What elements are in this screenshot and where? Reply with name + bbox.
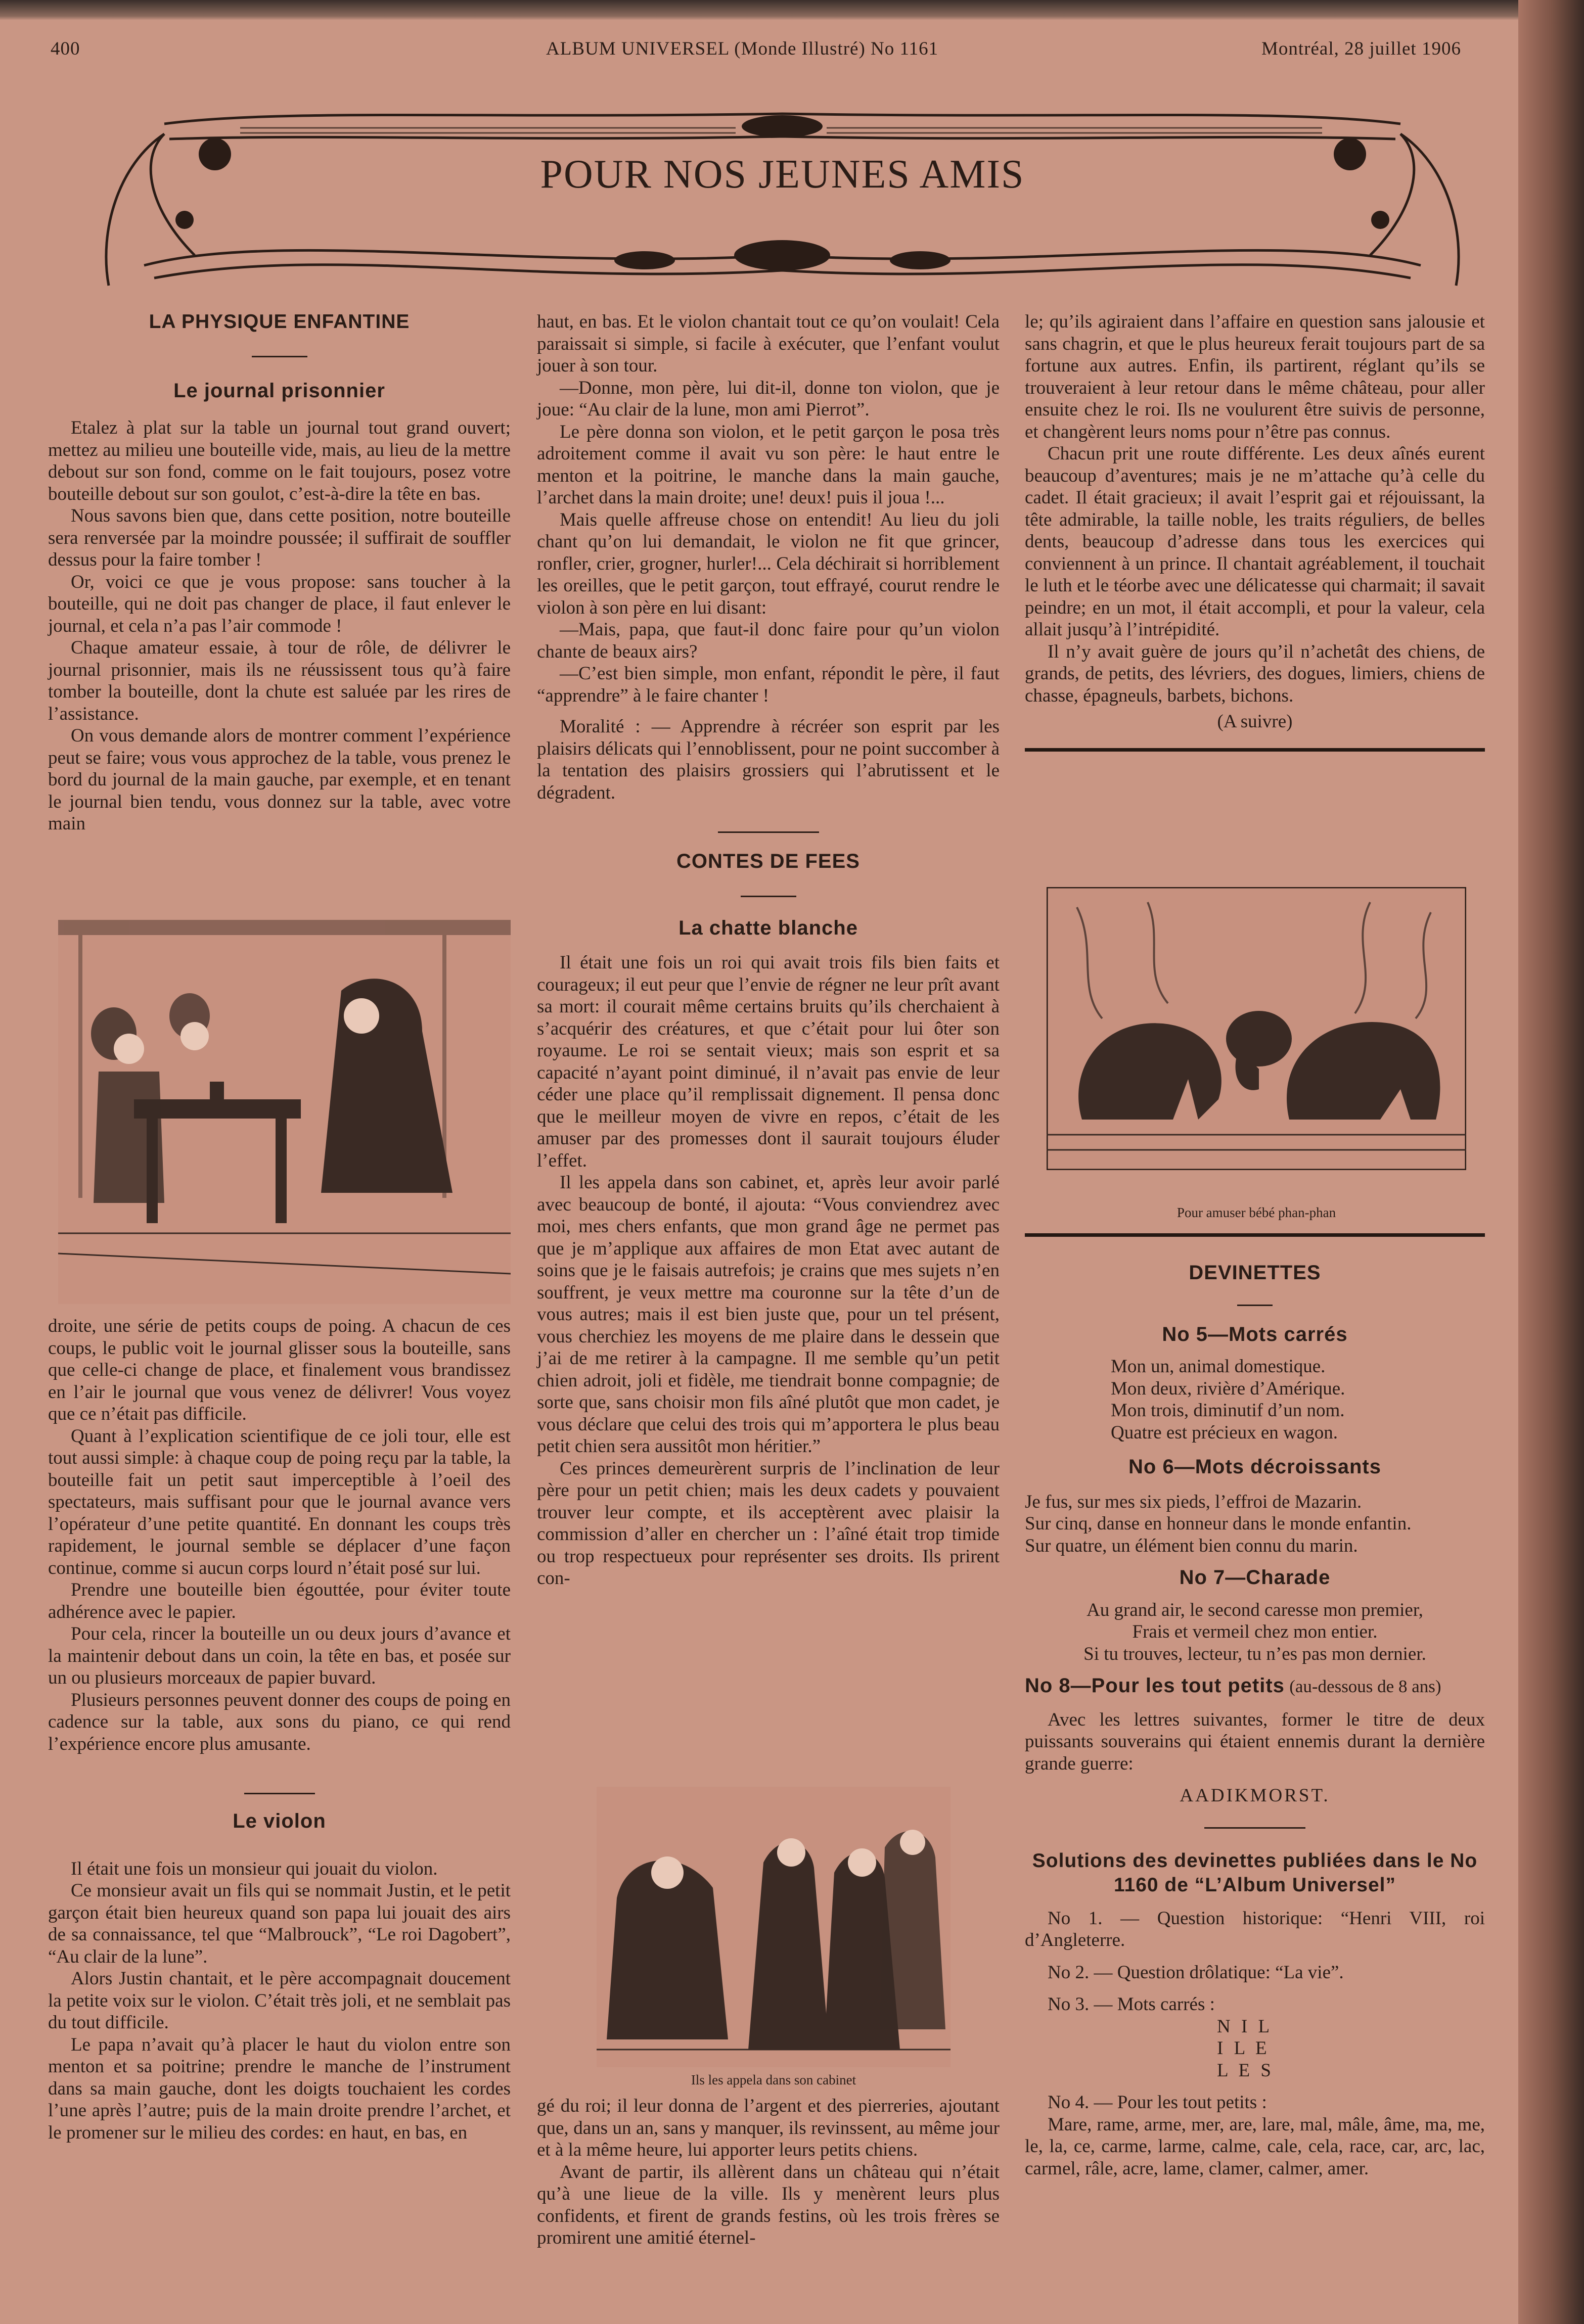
column-1 (48, 311, 511, 835)
short-rule (1204, 1827, 1305, 1829)
riddle-8-letters: AADIKMORST. (1180, 1785, 1330, 1806)
paragraph: Chaque amateur essaie, à tour de rôle, de délivrer le journal prisonnier, mais ils ne réussissent tous qu’à faire tomber la bouteille, dont la chute est saluée par les rires de l’assistance. (48, 637, 511, 724)
engraving-king-and-princes (597, 1787, 951, 2067)
article-title-journal: Le journal prisonnier (173, 379, 385, 402)
riddle-line: Si tu trouves, lecteur, tu n’es pas mon dernier. (1083, 1643, 1426, 1664)
riddle-8-text: Avec les lettres suivantes, former le titre de deux puissants souverains qui étaient ennemis durant la dernière grande guerre: (1025, 1709, 1485, 1774)
article-title-violon: Le violon (233, 1810, 326, 1832)
riddle-line: Quatre est précieux en wagon. (1111, 1422, 1338, 1443)
paragraph: Il était une fois un monsieur qui jouait du violon. (71, 1858, 438, 1879)
issue-date: Montréal, 28 juillet 1906 (1261, 38, 1461, 59)
figure-caption-elephants: Pour amuser bébé phan-phan (1176, 1205, 1336, 1220)
paragraph: Ce monsieur avait un fils qui se nommait Justin, et le petit garçon était bien heureux quand son papa lui jouait des airs de sa connaissance, tel que “Malbrouck”, “Le roi Dagobert”, “Au clair de la lune”. (48, 1880, 511, 1967)
paragraph: —Donne, mon père, lui dit-il, donne ton violon, que je joue: “Au clair de la lune, mon ami Pierrot”. (537, 377, 1000, 420)
riddle-line: Mon un, animal domestique. (1111, 1356, 1326, 1377)
solution-word: I L E (1217, 2038, 1270, 2059)
paragraph: Mais quelle affreuse chose on entendit! Au lieu du joli chant qu’on lui demandait, le violon ne fit que grincer, ronfler, crier, grogner, hurler!... Cela déchirait si horriblement les oreilles, que le petit garçon, tout effrayé, courut rendre le violon à son père en lui disant: (537, 509, 1000, 618)
page-right-edge (1518, 0, 1584, 2324)
column-3 (1025, 311, 1485, 752)
paragraph: gé du roi; il leur donna de l’argent et des pierreries, ajoutant que, dans un an, sans y manquer, ils revinssent, au même jour et à la même heure, lui apporter leurs petits chiens. (537, 2096, 1000, 2160)
short-rule (252, 356, 307, 357)
solution-word: L E S (1217, 2060, 1274, 2081)
paragraph: Avant de partir, ils allèrent dans un château qui n’était qu’à une lieue de la ville. Ils y menèrent leurs plus confidents, et firent de grands festins, où les trois frères se promirent une amitié éternel- (537, 2161, 1000, 2248)
short-rule (1237, 1305, 1273, 1306)
riddles-title: DEVINETTES (1189, 1262, 1321, 1284)
paragraph: haut, en bas. Et le violon chantait tout ce qu’on voulait! Cela paraissait si simple, si facile à exécuter, que l’enfant voulut jouer à son tour. (537, 311, 1000, 376)
short-rule (741, 896, 796, 897)
paragraph: Il était une fois un roi qui avait trois fils bien faits et courageux; il eut peur que l’envie de régner ne leur prît avant sa mort: il courait même certains bruits qu’ils cherchaient à s’acquérir des créatures, et que c’était pour lui ôter son royaume. Le roi se sentait vieux; mais son esprit et sa capacité n’ayant point diminué, il n’avait pas envie de leur céder une place qu’il remplissait dignement. Il pensa donc que le meilleur moyen de vivre en repos, c’était de les amuser par des promesses dont il saurait toujours éluder l’effet. (537, 952, 1000, 1171)
paragraph: Or, voici ce que je vous propose: sans toucher à la bouteille, qui ne doit pas changer de place, il faut enlever le journal, et cela n’a pas l’air commode ! (48, 571, 511, 636)
riddle-7-lines (1025, 1599, 1485, 1665)
paragraph: Prendre une bouteille bien égouttée, pour éviter toute adhérence avec le papier. (48, 1579, 511, 1622)
riddle-7-title: No 7—Charade (1179, 1566, 1331, 1589)
riddle-5-lines (1025, 1356, 1485, 1444)
riddle-line: Sur cinq, danse en honneur dans le monde enfantin. (1025, 1513, 1412, 1534)
paragraph-moral: Moralité : — Apprendre à récréer son esprit par les plaisirs délicats qui l’ennoblissent, pour ne point succomber à la tentation des plaisirs grossiers qui l’abrutissent et le dégradent. (537, 716, 1000, 803)
paragraph: Nous savons bien que, dans cette position, notre bouteille sera renversée par la moindre poussée; il suffirait de souffler dessus pour la faire tomber ! (48, 505, 511, 570)
engraving-elephants (1047, 887, 1466, 1170)
solutions-title: Solutions des devinettes publiées dans le No 1160 de “L’Album Universel” (1032, 1849, 1478, 1896)
paragraph: Le père donna son violon, et le petit garçon le posa très adroitement comme il avait vu son père: le haut entre le menton et la poitrine, le manche dans la main gauche, l’archet dans la main droite; une! deux! puis il joua !... (537, 421, 1000, 508)
solution-1: No 1. — Question historique: “Henri VIII, roi d’Angleterre. (1025, 1908, 1485, 1950)
riddle-6-lines (1025, 1491, 1485, 1557)
paragraph: —Mais, papa, que faut-il donc faire pour qu’un violon chante de beaux airs? (537, 619, 1000, 662)
solution-2: No 2. — Question drôlatique: “La vie”. (1048, 1962, 1344, 1983)
banner-ornament (78, 104, 1486, 293)
riddle-line: Mon trois, diminutif d’un nom. (1111, 1400, 1345, 1421)
page-number: 400 (51, 38, 80, 59)
paragraph: Pour cela, rincer la bouteille un ou deux jours d’avance et la maintenir debout dans un coin, la tête en bas, et posée sur un ou plusieurs morceaux de papier buvard. (48, 1623, 511, 1688)
riddle-6-title: No 6—Mots décroissants (1128, 1456, 1381, 1478)
solution-3-words (1025, 2016, 1485, 2082)
column-2 (537, 311, 1000, 1590)
engraving-children-table (58, 920, 511, 1304)
paragraph: droite, une série de petits coups de poing. A chacun de ces coups, le public voit le journal glisser sous la bouteille, sans que celle-ci change de place, et finalement vous brandissez en l’air le journal que vous venez de délivrer! Vous voyez que ce n’était pas difficile. (48, 1316, 511, 1424)
paragraph: On vous demande alors de montrer comment l’expérience peut se faire; vous vous approchez de la table, vous prenez le bord du journal de la main gauche, par exemple, et en tenant le journal bien tendu, vous donnez sur la table, avec votre main (48, 725, 511, 834)
publication-title: ALBUM UNIVERSEL (Monde Illustré) No 1161 (546, 38, 939, 59)
riddle-8-note: (au-dessous de 8 ans) (1289, 1677, 1441, 1696)
riddle-5-title: No 5—Mots carrés (1162, 1323, 1348, 1345)
section-rule (1025, 1233, 1485, 1237)
figure-caption-king: Ils les appela dans son cabinet (691, 2072, 856, 2087)
page-top-edge (0, 0, 1584, 20)
column-2-continued (537, 2095, 1000, 2249)
paragraph: Etalez à plat sur la table un journal tout grand ouvert; mettez au milieu une bouteille vide, mais, au lieu de la mettre debout sur son fond, comme on le fait toujours, posez votre bouteille debout sur son goulot, c’est-à-dire la tête en bas. (48, 417, 511, 504)
paragraph: Quant à l’explication scientifique de ce joli tour, elle est tout aussi simple: à chaque coup de poing reçu par la table, la bouteille fait un petit saut imperceptible à l’oeil des spectateurs, mais suffisant pour que le journal avance vers l’opérateur d’une petite quantité. En donnant les coups très rapidement, le journal semble se déplacer d’une façon continue, comme si aucun corps lourd n’était posé sur lui. (48, 1425, 511, 1578)
riddle-line: Frais et vermeil chez mon entier. (1132, 1621, 1378, 1642)
short-rule (718, 831, 819, 833)
section-title-contes: CONTES DE FEES (676, 850, 860, 872)
solution-4: No 4. — Pour les tout petits : (1048, 2092, 1267, 2113)
riddle-line: Sur quatre, un élément bien connu du marin. (1025, 1535, 1358, 1556)
section-rule (1025, 748, 1485, 752)
solution-4-words: Mare, rame, arme, mer, are, lare, mal, mâle, âme, ma, me, le, la, ce, carme, larme, calme, cale, cela, race, car, arc, lac, carmel, râle, acre, lame, clamer, calmer, amer. (1025, 2114, 1485, 2179)
paragraph: Ces princes demeurèrent surpris de l’inclination de leur père pour un petit chien; mais les deux cadets y pouvaient trouver leur compte, et ils acceptèrent avec plaisir la commission d’aller en chercher un : l’aîné était trop timide ou trop respectueux pour représenter ses droits. Ils prirent con- (537, 1458, 1000, 1589)
riddle-8-title: No 8—Pour les tout petits (1025, 1675, 1285, 1697)
column-1-continued (48, 1315, 511, 2144)
riddle-line: Mon deux, rivière d’Amérique. (1111, 1378, 1345, 1399)
riddle-line: Je fus, sur mes six pieds, l’effroi de Mazarin. (1025, 1491, 1362, 1512)
paragraph: Il les appela dans son cabinet, et, après leur avoir parlé avec beaucoup de bonté, il ajouta: “Vous conviendrez avec moi, mes chers enfants, que mon grand âge ne permet pas que je m’applique aux affaires de mon Etat avec autant de soins que je le faisais autrefois; je crains que mes sujets n’en souffrent, je veux mettre ma couronne sur la tête d’un de vous autres; mais il est bien juste que, pour un tel présent, vous cherchiez les moyens de me plaire dans le dessein que j’ai de me retirer à la campagne. Il me semble qu’un petit chien adroit, joli et fidèle, me tiendrait bonne compagnie; de sorte que, sans choisir mon fils aîné plutôt que mon cadet, je vous déclare que celui des trois qui m’apportera le plus beau petit chien sera aussitôt mon héritier.” (537, 1172, 1000, 1457)
paragraph: Alors Justin chantait, et le père accompagnait doucement la petite voix sur le violon. C’était très joli, et ne semblait pas du tout difficile. (48, 1968, 511, 2033)
section-title-physique: LA PHYSIQUE ENFANTINE (149, 311, 410, 333)
paragraph: Le papa n’avait qu’à placer le haut du violon entre son menton et sa poitrine; prendre le manche de l’instrument dans sa main gauche, dont les doigts touchaient les cordes l’une après l’autre; puis de la main droite prendre l’archet, et le promener sur le milieu des cordes: en haut, en bas, en (48, 2034, 511, 2143)
paragraph: le; qu’ils agiraient dans l’affaire en question sans jalousie et sans chagrin, et que le plus heureux ferait toujours part de sa fortune aux autres. Enfin, ils partirent, réglant qu’ils se trouveraient à leur retour dans le même château, pour aller ensuite chez le roi. Ils ne voulurent être suivis de personne, et changèrent leurs noms pour n’être pas connus. (1025, 311, 1485, 442)
solution-word: N I L (1217, 2016, 1273, 2037)
short-rule (244, 1793, 315, 1794)
paragraph: Plusieurs personnes peuvent donner des coups de poing en cadence sur la table, aux sons du piano, ce qui rend l’expérience encore plus amusante. (48, 1689, 511, 1754)
to-be-continued: (A suivre) (1217, 711, 1293, 732)
paragraph: Chacun prit une route différente. Les deux aînés eurent beaucoup d’aventures; mais je ne m’attache qu’à celle du cadet. Il était gracieux; il avait l’esprit gai et réjouissant, la tête admirable, la taille noble, les traits réguliers, de belles dents, beaucoup d’adresse dans tous les exercices qui conviennent à un prince. Il chantait agréablement, il touchait le luth et le téorbe avec une délicatesse qui charmait; il savait peindre; en un mot, il était accompli, et pour la valeur, cela allait jusqu’à l’intrépidité. (1025, 443, 1485, 640)
story-title-chatte: La chatte blanche (678, 916, 858, 939)
solution-3: No 3. — Mots carrés : (1048, 1994, 1215, 2015)
banner-title: POUR NOS JEUNES AMIS (540, 152, 1025, 197)
paragraph: Il n’y avait guère de jours qu’il n’achetât des chiens, de grands, de petits, des lévriers, des dogues, limiers, chiens de chasse, épagneuls, barbets, bichons. (1025, 641, 1485, 706)
paragraph: —C’est bien simple, mon enfant, répondit le père, il faut “apprendre” à le faire chanter ! (537, 663, 1000, 706)
column-3-riddles (1025, 1233, 1485, 2179)
riddle-line: Au grand air, le second caresse mon premier, (1087, 1599, 1423, 1620)
riddle-8-heading (1025, 1675, 1485, 1698)
